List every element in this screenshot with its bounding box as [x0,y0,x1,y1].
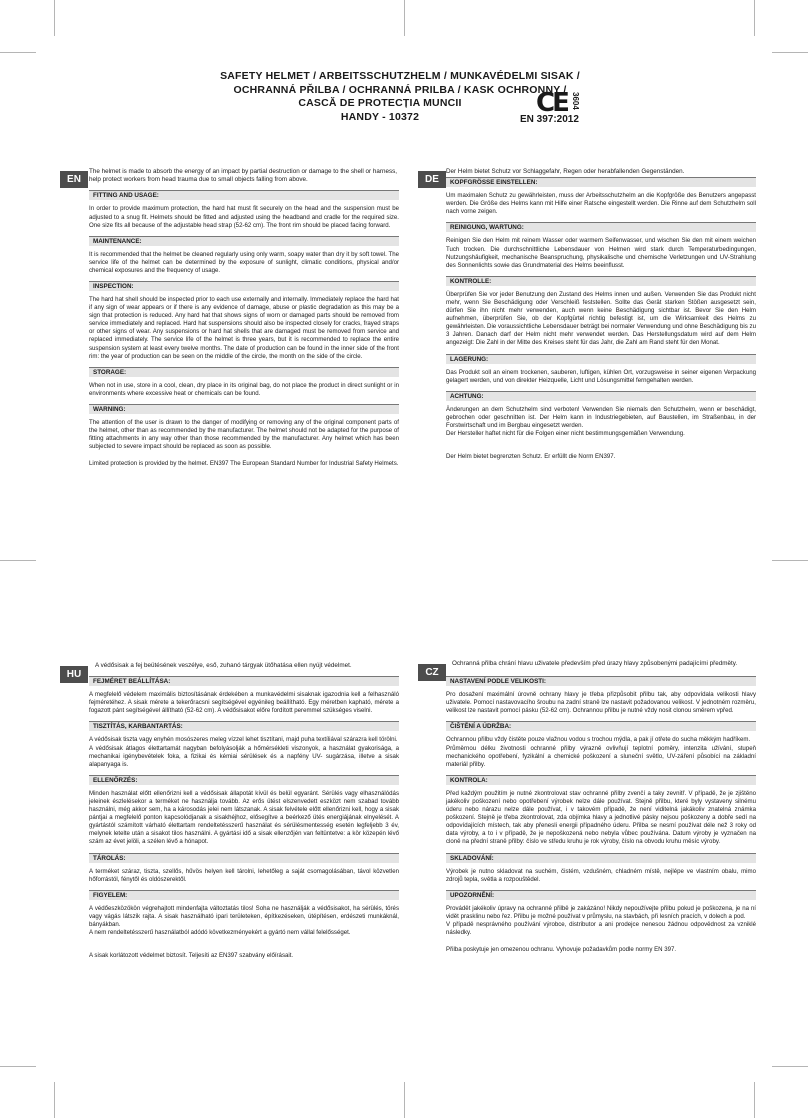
lang-tab-hu: HU [60,666,88,683]
section-text: Minden használat előtt ellenőrizni kell a védősisak állapotát kívül és belül egyaránt. Sérülés vagy elhasználódás jeleinek észlelésekor a terméket ne használja tovább. Az erős ütést elszenvedett eszközt nem szabad tovább használni, még akkor sem, ha a károsodás jelei nem látszanak. A sisak felvétele előtt ellenőrizni kell, hogy a sisak pántjai a megfelelő ponton kapcsolódjanak a sisakhéjhoz, elősegítve a beérkező ütés energiájának elnyelését. A gyártástól számított várható élettartam rendeltetésszerű használat és sérülésmentesség esetén legfeljebb 3 év, melynek letelte után a sisakot tilos használni. A gyártási idő a sisak ellenzőjén van feltüntetve: a kör közepén lévő szám az évet jelöli, a szélen lévő a hónapot. [89,789,399,846]
section-text: A védőeszközökön végrehajtott mindenfajta változtatás tilos! Soha ne használják a védősisakot, ha sérülés, törés vagy vágás látszik rajta. A sisak használható ipari területeken, építkezéseken, útépítésen, erdészeti munkáknál, bányákban. [89,904,399,928]
section-text: Ochrannou přilbu vždy čistěte pouze vlažnou vodou s trochou mýdla, a pak jí otřete do sucha měkkým hadříkem. [446,736,751,744]
section-text: In order to provide maximum protection, the hard hat must fit securely on the head and the suspension must be adjusted to a snug fit. Helmets should be fitted and adjusted using the headband and cradle for the required size. One size fits all because of the adjustable head strap (52-62 cm). The front rim should be placed facing forward. [89,205,399,229]
intro-text: The helmet is made to absorb the energy of an impact by partial destruction or damage to the shell or harness, help protect workers from head trauma due to small objects falling from above. [89,168,398,184]
section-heading: NASTAVENÍ PODLE VELIKOSTI: [446,676,756,686]
section-heading: UPOZORNĚNÍ: [446,890,756,900]
closing-text: Limited protection is provided by the helmet. EN397 The European Standard Number for Industrial Safety Helmets. [89,460,399,468]
title-line: HANDY - 10372 [340,110,420,123]
section-heading: TISZTÍTÁS, KARBANTARTÁS: [89,721,399,731]
section-text: It is recommended that the helmet be cleaned regularly using only warm, soapy water than dry it by soft towel. The service life of the helmet can be determined by the exposure of sunlight, climatic conditions, physical and/or chemical exposures and the frequency of usage. [89,250,399,274]
lang-tab-en: EN [60,171,88,188]
ce-mark-icon: CE [536,88,567,118]
section-text: Um maximalen Schutz zu gewährleisten, muss der Arbeitsschutzhelm an die Kopfgröße des Benutzers angepasst werden. Die Größe des Helms kann mit Hilfe einer Ratsche eingestellt werden. Die Rinne auf dem Schutzhelm soll nach vorne zeigen. [446,192,756,216]
standard-label: EN 397:2012 [520,114,579,125]
section-text: A védősisak tiszta vagy enyhén mosószeres meleg vízzel lehet tisztítani, majd puha textíliával szárazra kell törölni. [89,736,398,744]
section-text: Reinigen Sie den Helm mit reinem Wasser oder warmem Seifenwasser, und wischen Sie den mit einem weichen Tuch trocken. Die durchschnittliche Lebensdauer von Helmen wird stark durch Temperaturbedingungen, Nutzungshäufigkeit, mechanische Beanspruchung, physikalische und chemische Verletzungen und UV-Strahlung des Sonnenlichts sowie das Grundmaterial des Helms beeinflusst. [446,237,756,269]
closing-text: A sisak korlátozott védelmet biztosít. Teljesíti az EN397 szabvány előírásait. [89,952,294,960]
intro-text: A védősisak a fej beütésének veszélye, eső, zuhanó tárgyak ütőhatása ellen nyújt védelmet. [95,662,352,669]
crop-mark [754,0,755,36]
section-text: Änderungen an dem Schutzhelm sind verboten! Verwenden Sie niemals den Schutzhelm, wenn er beschädigt, gebrochen oder geschnitten ist. Der Helm kann in Industriegebieten, auf Baustellen, im Straßenbau, in der Forstwirtschaft und im Bergbau eingesetzt werden. [446,405,756,429]
section-heading: ELLENŐRZÉS: [89,775,399,785]
section-text: Výrobek je nutno skladovat na suchém, čistém, vzdušném, chladném místě, nejlépe ve vlastním obalu, mimo zdrojů tepla, světla a rozpouštědel. [446,867,756,883]
section-text: Das Produkt soll an einem trockenen, sauberen, luftigen, kühlen Ort, vorzugsweise in seiner eigenen Verpackung gelagert werden, und von direkter Heizquelle, Licht und Lösungsmittel ferngehalten werden. [446,368,756,384]
crop-mark [54,1082,55,1118]
section-de [446,168,756,464]
intro-text: Der Helm bietet Schutz vor Schlaggefahr, Regen oder herabfallenden Gegenständen. [446,168,685,175]
crop-mark [772,52,808,53]
section-text: Před každým použitím je nutné zkontrolovat stav ochranné přilby zvenčí a taky zevnitř. V případě, že je zjištěno jakékoliv poškození nebo opotřebení výrobek nelze dále používat. Stejně přilbu, které byly vystaveny silnému úderu nebo nárazu nelze dále používat, i v takovém případě, že není viditelná jakákoliv znatelná známka poškození. Stejně je třeba zkontrolovat, zda objímka hlavy a jednotlivé pásky nejsou poškozeny a dobře sedí na odpovídajících místech, tak aby přenesli energii případného úderu. Přilba se nesmí používat déle než 3 roky od data výroby, a to i v případě, že je nepoškozená nebo nebyla vůbec používána. Datum výroby je vyznačen na cloně na přední straně přilby: číslo ve středu kruhu je rok výroby, číslo na obvodu kruhu měsíc výroby. [446,789,756,846]
section-text: A nem rendeltetésszerű használatból adódó következményekért a gyártó nem vállal felelősséget. [89,928,351,936]
title-line: CASCĂ DE PROTECȚIA MUNCII [298,97,462,109]
section-heading: WARNING: [89,404,399,414]
crop-mark [772,1066,808,1067]
section-heading: KONTROLA: [446,775,756,785]
title-line: SAFETY HELMET / ARBEITSSCHUTZHELM / MUNKAVÉDELMI SISAK / [220,70,580,82]
crop-mark [754,1082,755,1118]
notified-body-number: 3604 [571,92,580,110]
section-heading: SKLADOVÁNÍ: [446,853,756,863]
section-hu [89,662,399,963]
section-heading: ČIŠTĚNÍ A ÚDRŽBA: [446,721,756,731]
lang-tab-cz: CZ [418,664,446,681]
section-text: Pro dosažení maximální úrovně ochrany hlavy je třeba přizpůsobit přilbu tak, aby odpovídala velikosti hlavy uživatele. Pomocí nastavovacího šroubu na zadní straně lze nastavit požadovanou velikost. V jednotném rozměru, velikost lze nastavit pomocí pásku (52-62 cm). Ochrannou přilbu je nutné vždy nosit clonou směrem vpřed. [446,691,756,715]
section-text: The attention of the user is drawn to the danger of modifying or removing any of the original component parts of the helmet, other than as recommended by the manufacturer. The helmet should not be adapted for the purpose of fitting attachments in any way other than those recommended by the manufacturer. Any helmet which has been subjected to severe impact should be replaced as soon as possible. [89,418,399,451]
section-text: When not in use, store in a cool, clean, dry place in its original bag, do not place the product in direct sunlight or in environments where excessive heat or chemicals can be found. [89,381,399,397]
section-heading: INSPECTION: [89,281,399,291]
crop-mark [0,560,36,561]
section-heading: FIGYELEM: [89,890,399,900]
section-heading: FITTING AND USAGE: [89,190,399,200]
lang-tab-de: DE [418,171,446,188]
intro-text: Ochranná přilba chrání hlavu uživatele především před úrazy hlavy způsobenými padajícími předměty. [452,660,738,667]
crop-mark [0,1066,36,1067]
section-heading: ACHTUNG: [446,391,756,401]
section-heading: FEJMÉRET BEÁLLÍTÁSA: [89,676,399,686]
crop-mark [404,0,405,36]
section-heading: LAGERUNG: [446,354,756,364]
section-heading: KOPFGRÖSSE EINSTELLEN: [446,177,756,187]
crop-mark [54,0,55,36]
section-text: Überprüfen Sie vor jeder Benutzung den Zustand des Helms innen und außen. Verwenden Sie das Produkt nicht mehr, wenn Sie Beschädigung oder Verschleiß feststellen. Sollte das Gerät starken Stößen ausgesetzt sein, dürfen Sie ihn nicht mehr verwenden, auch wenn keine Beschädigung sichtbar ist. Bevor Sie den Helm aufnehmen, überprüfen Sie, ob der Kopfgürtel richtig befestigt ist, um die Wirksamkeit des Helms zu gewährleisten. Die voraussichtliche Lebensdauer beträgt bei normaler Verwendung und ohne Beschädigung bis zu 3 Jahren. Danach darf der Helm nicht mehr verwendet werden. Das Herstellungsdatum wird auf dem Helm angezeigt: Die Zahl in der Mitte des Kreises steht für das Jahr, die Zahl am Rand steht für den Monat. [446,290,756,347]
section-heading: REINIGUNG, WARTUNG: [446,222,756,232]
section-text: A megfelelő védelem maximális biztosításának érdekében a munkavédelmi sisaknak igazodnia kell a felhasználó fejméretéhez. A sisak mérete a tekerőracsni segítségével egyénileg beállítható. Egy méretben kapható, mérete a fogazott pánt segítségével állítható (52-62 cm). A védősisakot előre fordított peremmel szükséges viselni. [89,691,399,715]
section-heading: MAINTENANCE: [89,236,399,246]
closing-text: Der Helm bietet begrenzten Schutz. Er erfüllt die Norm EN397. [446,453,616,461]
crop-mark [772,560,808,561]
section-en [89,168,399,471]
section-text: The hard hat shell should be inspected prior to each use externally and internally. Immediately replace the hard hat if any sign of wear appears or if there is any evidence of damage, abuse or plastic degradation as this may be a sign that protection is reduced. Any hard hat that shows signs of worn or damaged parts should be removed from service immediately and replaced. Hard hat suspensions should also be inspected closely for cracks, frayed straps or other signs of wear. Any suspensions or hard hat shells that are damaged must be removed from service and replaced immediately. The service life of the helmet is three years, but it is recommended to replace the entire suspension system at least every twelve months. The date of production can be found in the inner side of the front rim: the year of production can be seen on the middle of the circle, the month on the side of the circle. [89,295,399,360]
section-heading: KONTROLLE: [446,276,756,286]
section-text: Provádět jakékoliv úpravy na ochranné přilbě je zakázáno! Nikdy nepoužívejte přilbu pokud je poškozena, je na ní vidět prasklinu nebo řez. Přilbu je možné používat v průmyslu, na stavbách, při lesních pracích, v dolech a pod. [446,904,756,920]
section-text: A terméket száraz, tiszta, szellős, hűvös helyen kell tárolni, lehetőleg a saját csomagolásában, távol közvetlen hőforrástól, fénytől és oldószerektől. [89,867,399,883]
title-line: OCHRANNÁ PŘILBA / OCHRANNÁ PRILBA / KASK OCHRONNY / [233,83,567,96]
crop-mark [404,1082,405,1118]
closing-text: Přilba poskytuje jen omezenou ochranu. Vyhovuje požadavkům podle normy EN 397. [446,946,677,954]
crop-mark [0,52,36,53]
ce-certification [516,90,586,124]
section-cz [446,660,756,957]
section-text: V případě nesprávného používání výrobce, distributor a ani prodejce nenesou žádnou odpovědnost za vzniklé následky. [446,920,756,936]
section-text: Der Hersteller haftet nicht für die Folgen einer nicht bestimmungsgemäßen Verwendung. [446,429,685,437]
section-heading: TÁROLÁS: [89,853,399,863]
section-heading: STORAGE: [89,367,399,377]
section-text: Průměrnou délku životnosti ochranné přilby výrazně ovlivňují teplotní poměry, intenzita užívání, stupeň mechanického opotřebení, fyzikální a chemické poškození a sluneční světlo, UV-záření působící na základní materiál přilby. [446,744,756,768]
section-text: A védősisak átlagos élettartamát nagyban befolyásolják a hőmérsékleti viszonyok, a használat gyakorisága, a mechanikai igénybevételek foka, a fizikai és kémiai sérülések és a napfény UV- sugárzása, illetve a sisak alapanyaga is. [89,744,399,768]
